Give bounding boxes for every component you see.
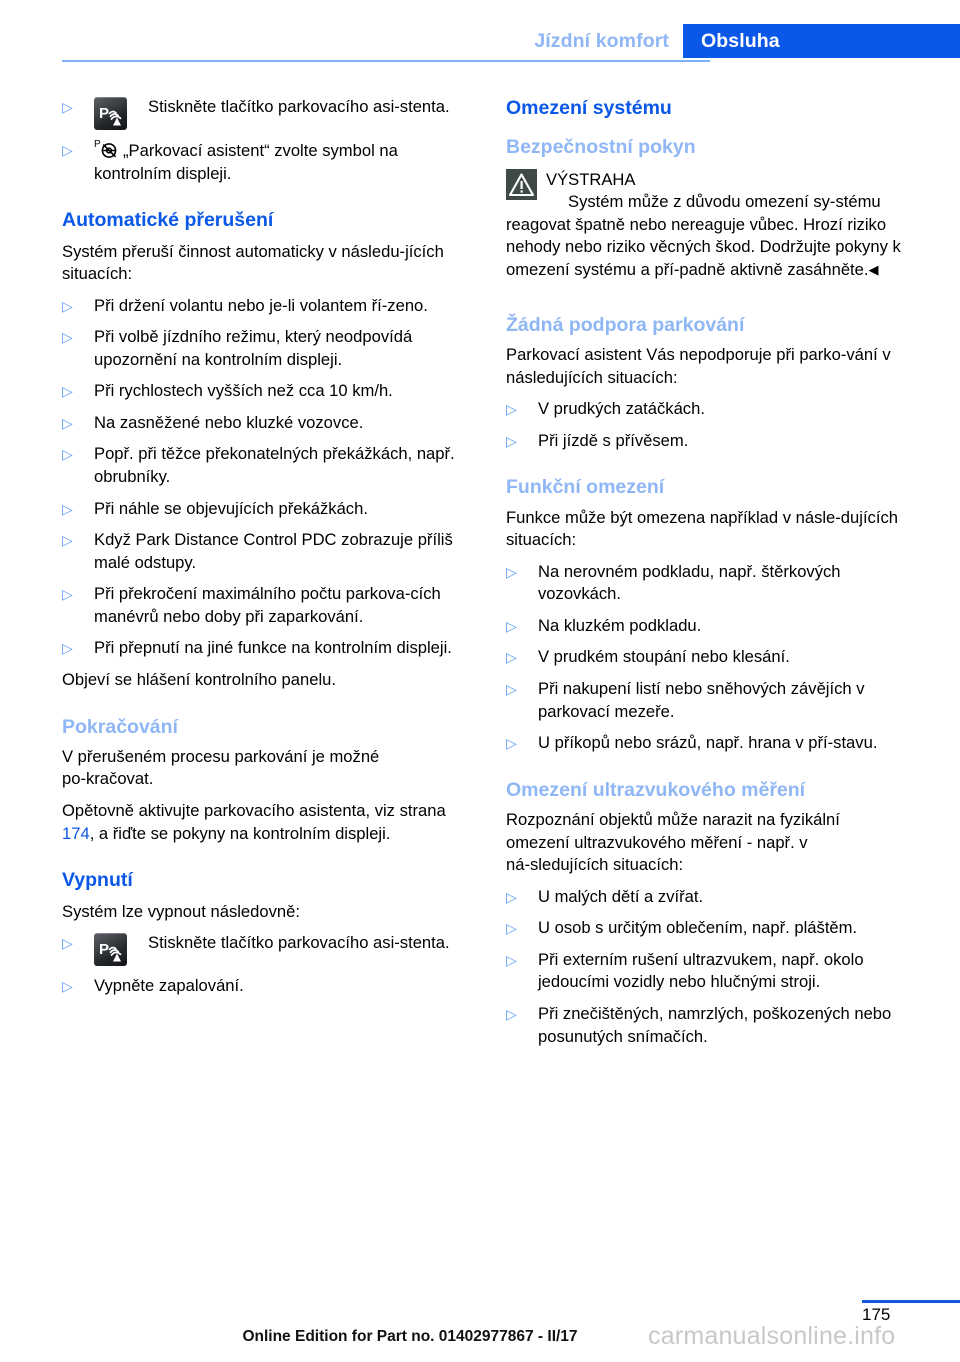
list-item-label: U malých dětí a zvířat. [538, 886, 704, 906]
bullet-triangle-icon: ▷ [62, 142, 73, 158]
bullet-triangle-icon: ▷ [506, 920, 517, 937]
bullet-triangle-icon: ▷ [62, 640, 73, 657]
list-item [62, 443, 458, 488]
paragraph-off-intro: Systém lze vypnout následovně: [62, 901, 300, 921]
list-item-label: Vypněte zapalování. [94, 976, 244, 996]
list-item-label: Na kluzkém podkladu. [538, 615, 702, 635]
list-item [62, 139, 458, 185]
paragraph-ultrasound-intro: Rozpoznání objektů může narazit na fyzikální omezení ultrazvukového měření ‑ např. v ná‑sledujících situacích: [506, 810, 840, 875]
bullet-triangle-icon: ▷ [506, 617, 517, 634]
header-divider [62, 60, 710, 62]
page-footer [0, 1292, 960, 1362]
steering-wheel-p-icon [94, 139, 120, 159]
bullet-triangle-icon: ▷ [62, 978, 73, 995]
park-assistant-button-icon [94, 932, 148, 966]
list-item-label: V prudkém stoupání nebo klesání. [538, 647, 790, 667]
list-item [506, 646, 902, 669]
svg-text:P: P [94, 139, 101, 150]
list-item [506, 678, 902, 723]
spacer [62, 701, 458, 715]
tab-jizdni-komfort-label: Jízdní komfort [534, 29, 669, 52]
list-item [506, 398, 902, 421]
list-item-label: V prudkých zatáčkách. [538, 399, 705, 419]
list-item-label: Při překročení maximálního počtu parkova‑cích manévrů nebo doby při zaparkování. [94, 584, 441, 626]
list-item-label: Při rychlostech vyšších než cca 10 km/h. [94, 381, 393, 401]
list-item-label: Stiskněte tlačítko parkovacího asi‑stenta. [148, 933, 450, 953]
bullet-triangle-icon: ▷ [506, 1005, 517, 1022]
spacer [62, 854, 458, 868]
bullet-triangle-icon: ▷ [506, 401, 517, 418]
list-item [506, 886, 902, 909]
list-item [62, 326, 458, 371]
steering-wheel-p-glyph [94, 139, 120, 159]
list-item-label: Popř. při těžce překonatelných překážkách, např. obrubníky. [94, 444, 455, 486]
bullet-triangle-icon: ▷ [62, 297, 73, 314]
bullet-triangle-icon: ▷ [62, 446, 73, 463]
heading-bezpecnostni-pokyn: Bezpečnostní pokyn [506, 136, 696, 159]
list-item-label: U příkopů nebo srázů, např. hrana v pří‑stavu. [538, 733, 878, 753]
ultrasound-bullet-list [506, 886, 902, 1048]
page-number-rule [862, 1300, 960, 1303]
left-column [62, 96, 458, 1057]
list-item [62, 637, 458, 660]
warning-body-text: Systém může z důvodu omezení sy‑stému reagovat špatně nebo nereaguje vůbec. Hrozí riziko nehody nebo riziko věcných škod. Dodržujte pokyny k omezení systému a pří‑padně aktivně zasáhněte. [506, 192, 901, 279]
list-item [506, 1003, 902, 1048]
list-item [62, 498, 458, 521]
tab-obsluha[interactable] [683, 24, 960, 58]
content-columns [62, 96, 902, 1057]
bullet-triangle-icon: ▷ [62, 383, 73, 400]
paragraph-no-support-intro: Parkovací asistent Vás nepodporuje při parko‑vání v následujících situacích: [506, 344, 891, 387]
paragraph-continue-2 [62, 800, 458, 845]
list-item [506, 917, 902, 940]
spacer [62, 194, 458, 208]
svg-text:P: P [99, 105, 110, 122]
list-item [506, 732, 902, 755]
bullet-triangle-icon: ▷ [506, 432, 517, 449]
warning-body [506, 191, 902, 281]
warning-block [506, 167, 902, 282]
paragraph-continue-1: V přerušeném procesu parkování je možné po‑kračovat. [62, 746, 380, 789]
right-column [506, 96, 902, 1057]
spacer [506, 128, 902, 135]
list-item [506, 561, 902, 606]
intro-bullet-list [62, 96, 458, 185]
bullet-triangle-icon: ▷ [506, 951, 517, 968]
spacer [506, 291, 902, 313]
list-item-label: Na zasněžené nebo kluzké vozovce. [94, 412, 364, 432]
bullet-triangle-icon: ▷ [62, 99, 73, 115]
list-item-label: Při náhle se objevujících překážkách. [94, 498, 368, 518]
edition-text: Online Edition for Part no. 01402977867 - II/17 [242, 1328, 578, 1345]
list-item [506, 615, 902, 638]
warning-triangle-icon [506, 169, 537, 200]
list-item [62, 583, 458, 628]
tab-jizdni-komfort[interactable] [524, 24, 683, 58]
list-item [62, 96, 458, 130]
heading-omezeni-ultrazvukoveho-mereni: Omezení ultrazvukového měření [506, 778, 806, 801]
heading-funkcni-omezeni: Funkční omezení [506, 476, 665, 499]
list-item [506, 949, 902, 994]
heading-omezeni-systemu: Omezení systému [506, 97, 672, 119]
bullet-triangle-icon: ▷ [62, 532, 73, 549]
page-reference-link[interactable]: 174 [62, 823, 90, 843]
list-item-label: Když Park Distance Control PDC zobrazuje příliš malé odstupy. [94, 530, 453, 572]
bullet-triangle-icon: ▷ [506, 563, 517, 580]
list-item [62, 529, 458, 574]
list-item-label: Při externím rušení ultrazvukem, např. okolo jedoucími vozidly nebo hlučnými stroji. [538, 949, 864, 992]
warning-title: VÝSTRAHA [546, 169, 636, 189]
svg-text:P: P [99, 941, 110, 959]
page-number: 175 [862, 1305, 891, 1324]
list-item-label: Při volbě jízdního režimu, který neodpovídá upozornění na kontrolním displeji. [94, 327, 413, 369]
paragraph-continue-2-before: Opětovně aktivujte parkovacího asistenta, viz strana [62, 801, 446, 820]
bullet-triangle-icon: ▷ [62, 586, 73, 603]
list-item-label: „Parkovací asistent“ zvolte symbol na kontrolním displeji. [94, 141, 398, 183]
off-bullet-list [62, 932, 458, 998]
bullet-triangle-icon: ▷ [62, 500, 73, 517]
paragraph-auto-interrupt-closing: Objeví se hlášení kontrolního panelu. [62, 669, 336, 689]
auto-interrupt-bullet-list [62, 295, 458, 660]
bullet-triangle-icon: ▷ [506, 735, 517, 752]
bullet-triangle-icon: ▷ [506, 888, 517, 905]
bullet-triangle-icon: ▷ [506, 649, 517, 666]
paragraph-continue-2-after: , a řiďte se pokyny na kontrolním displeji. [89, 823, 391, 843]
park-assistant-button-glyph [94, 97, 127, 130]
bullet-triangle-icon: ▷ [506, 680, 517, 697]
list-item [62, 380, 458, 403]
heading-pokracovani: Pokračování [62, 715, 178, 738]
tab-obsluha-label: Obsluha [701, 29, 780, 52]
header-tabs [0, 24, 960, 58]
heading-automaticke-preruseni: Automatické přerušení [62, 209, 274, 232]
warning-end-marker: ◀ [868, 262, 879, 277]
list-item-label: Při znečištěných, namrzlých, poškozených nebo posunutých snímačích. [538, 1003, 892, 1046]
paragraph-function-limits-intro: Funkce může být omezena například v násle‑dujících situacích: [506, 507, 898, 550]
list-item-label: Při přepnutí na jiné funkce na kontrolním displeji. [94, 638, 452, 658]
list-item-label: Stiskněte tlačítko parkovacího asi‑stenta. [148, 97, 450, 116]
bullet-triangle-icon: ▷ [62, 935, 73, 952]
spacer [506, 764, 902, 778]
spacer [506, 461, 902, 475]
heading-zadna-podpora-parkovani: Žádná podpora parkování [506, 313, 745, 336]
warning-triangle-glyph [506, 169, 537, 200]
list-item-label: Při nakupení listí nebo sněhových závějích v parkovací mezeře. [538, 678, 865, 721]
list-item [62, 932, 458, 966]
list-item-label: Na nerovném podkladu, např. štěrkových vozovkách. [538, 561, 841, 604]
bullet-triangle-icon: ▷ [62, 414, 73, 431]
heading-vypnuti: Vypnutí [62, 869, 133, 892]
park-assistant-button-glyph [94, 933, 127, 966]
paragraph-auto-interrupt-intro: Systém přeruší činnost automaticky v následu‑jících situacích: [62, 241, 444, 284]
function-limits-bullet-list [506, 561, 902, 755]
park-assistant-button-icon [94, 96, 148, 130]
list-item [62, 975, 458, 998]
list-item [506, 430, 902, 453]
list-item-label: Při držení volantu nebo je‑li volantem ří‑zeno. [94, 295, 428, 315]
list-item [62, 295, 458, 318]
bullet-triangle-icon: ▷ [62, 329, 73, 346]
list-item [62, 412, 458, 435]
no-support-bullet-list [506, 398, 902, 452]
watermark: carmanualsonline.info [648, 1322, 896, 1350]
list-item-label: Při jízdě s přívěsem. [538, 430, 689, 450]
page-header [0, 0, 960, 62]
list-item-label: U osob s určitým oblečením, např. pláštěm. [538, 918, 858, 938]
